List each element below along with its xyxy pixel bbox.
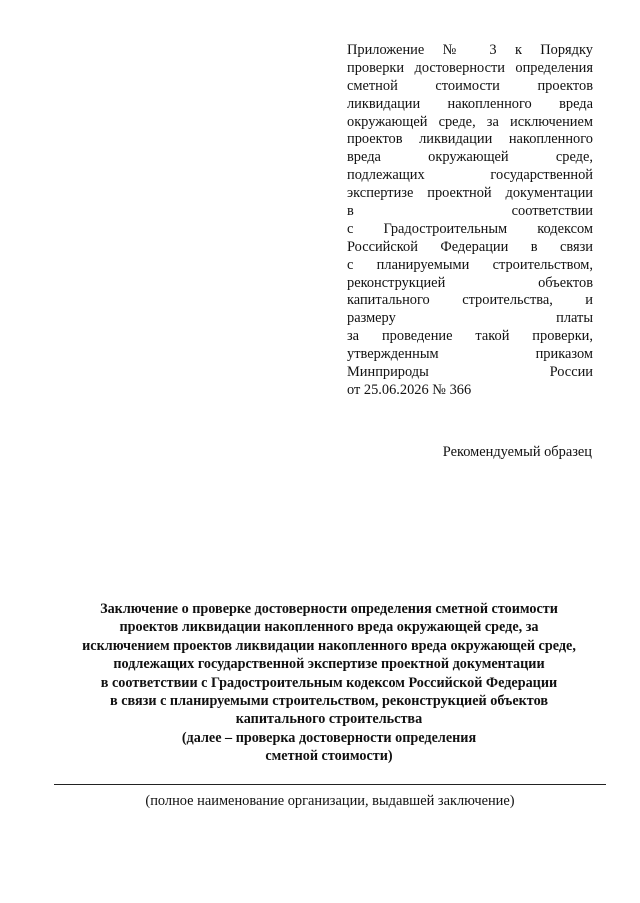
appendix-reference-block — [347, 42, 593, 400]
appendix-line: проверки достоверности определения — [347, 59, 593, 76]
appendix-line: Минприроды России — [347, 364, 593, 381]
appendix-line: утвержденным приказом — [347, 346, 593, 363]
organization-name-line — [54, 784, 606, 785]
organization-name-caption: (полное наименование организации, выдавшей заключение) — [145, 793, 515, 809]
appendix-line: с планируемыми строительством, — [347, 256, 593, 273]
title-line: в соответствии с Градостроительным кодексом Российской Федерации — [100, 674, 558, 691]
sample-label: Рекомендуемый образец — [442, 444, 592, 460]
title-line: исключением проектов ликвидации накопленного вреда окружающей среде, — [82, 637, 576, 654]
appendix-line: за проведение такой проверки, — [347, 328, 593, 345]
title-line: подлежащих государственной экспертизе проектной документации — [113, 656, 545, 673]
title-line: в связи с планируемыми строительством, реконструкцией объектов — [109, 693, 548, 710]
appendix-line: с Градостроительным кодексом — [347, 220, 593, 237]
appendix-line: ликвидации накопленного вреда — [347, 95, 593, 112]
title-line: Заключение о проверке достоверности определения сметной стоимости — [100, 601, 558, 617]
appendix-order-date: от 25.06.2026 № 366 — [347, 381, 472, 398]
title-line: (далее – проверка достоверности определения — [181, 729, 477, 746]
title-line: сметной стоимости) — [265, 748, 393, 765]
appendix-line: в соответствии — [347, 203, 593, 220]
appendix-line: капитального строительства, и — [347, 292, 593, 309]
title-line: проектов ликвидации накопленного вреда окружающей среде, за — [119, 619, 539, 636]
appendix-line: экспертизе проектной документации — [347, 185, 593, 202]
appendix-line: проектов ликвидации накопленного — [347, 131, 593, 148]
appendix-line: реконструкцией объектов — [347, 274, 593, 291]
appendix-line: Российской Федерации в связи — [347, 238, 593, 255]
appendix-line: сметной стоимости проектов — [347, 77, 593, 94]
appendix-line: Приложение № 3 к Порядку — [347, 42, 593, 58]
appendix-line: окружающей среде, за исключением — [347, 113, 593, 130]
appendix-line: вреда окружающей среде, — [347, 149, 593, 166]
title-line: капитального строительства — [235, 711, 423, 728]
appendix-line: размеру платы — [347, 310, 593, 327]
document-title — [60, 600, 598, 766]
appendix-line: подлежащих государственной — [347, 167, 593, 184]
